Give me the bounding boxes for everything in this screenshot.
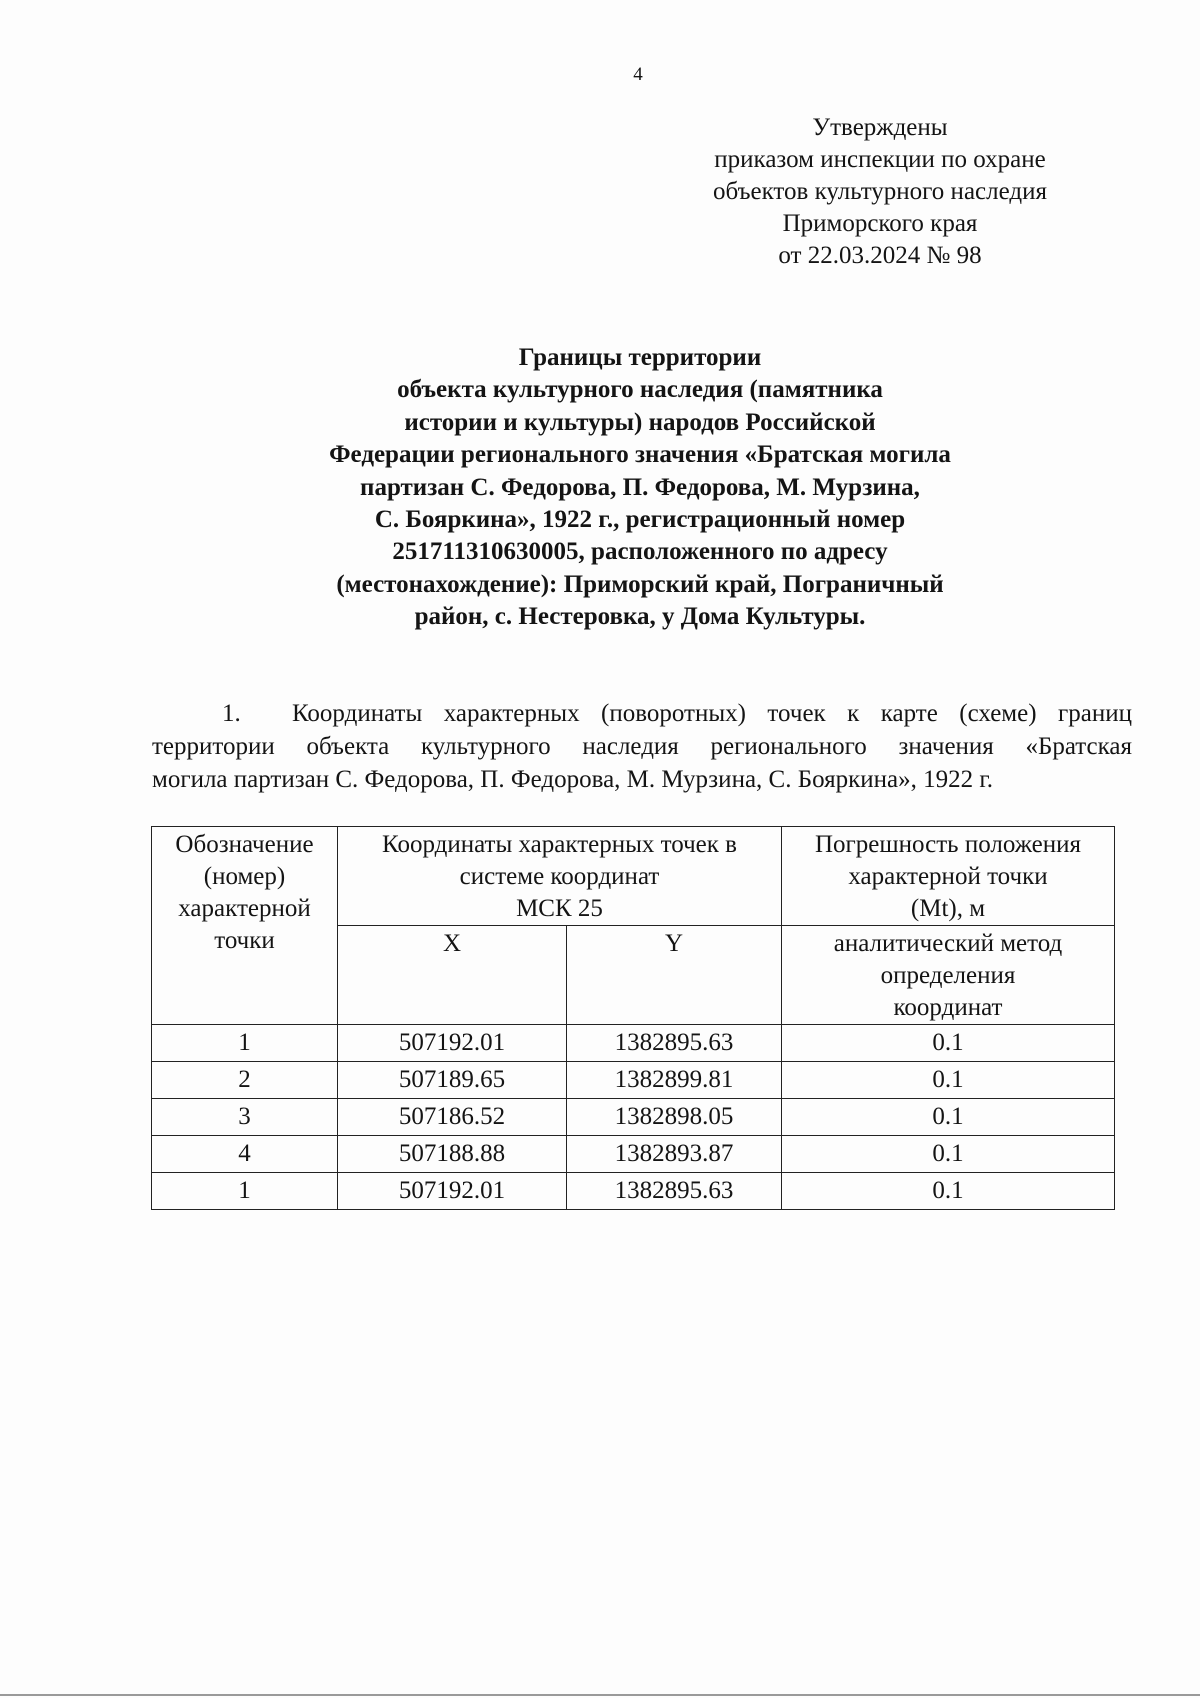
header-x-cell: X (338, 926, 567, 1025)
table-row (152, 1173, 1115, 1210)
title-line: С. Бояркина», 1922 г., регистрационный номер (374, 506, 906, 534)
paragraph-text: Координаты характерных (поворотных) точек к карте (схеме) границ (292, 700, 1132, 727)
x-cell: 507188.88 (338, 1136, 567, 1173)
scan-bottom-edge (0, 1694, 1200, 1696)
page-number: 4 (633, 64, 643, 85)
point-cell: 1 (152, 1173, 338, 1210)
mt-cell: 0.1 (782, 1099, 1115, 1136)
approval-line: приказом инспекции по охране (714, 146, 1046, 173)
y-cell: 1382899.81 (567, 1062, 782, 1099)
paragraph-number: 1. (222, 700, 241, 727)
point-cell: 2 (152, 1062, 338, 1099)
mt-cell: 0.1 (782, 1062, 1115, 1099)
x-cell: 507186.52 (338, 1099, 567, 1136)
title-line: объекта культурного наследия (памятника (397, 376, 883, 404)
mt-cell: 0.1 (782, 1173, 1115, 1210)
x-cell: 507189.65 (338, 1062, 567, 1099)
y-cell: 1382895.63 (567, 1173, 782, 1210)
table-header-row (152, 827, 1115, 926)
point-cell: 1 (152, 1025, 338, 1062)
x-cell: 507192.01 (338, 1025, 567, 1062)
point-cell: 3 (152, 1099, 338, 1136)
header-coords-cell (338, 827, 782, 926)
header-error-cell (782, 827, 1115, 926)
paragraph-1 (152, 697, 1132, 796)
title-line: (местонахождение): Приморский край, Пограничный (336, 570, 944, 598)
approval-line: Утверждены (812, 114, 948, 141)
coordinates-table (151, 826, 1115, 1210)
mt-cell: 0.1 (782, 1025, 1115, 1062)
header-text: координат (893, 994, 1003, 1021)
header-y-cell: Y (567, 926, 782, 1025)
header-text: характерной точки (848, 863, 1048, 890)
header-method-cell (782, 926, 1115, 1025)
header-text: определения (880, 962, 1016, 989)
header-point-cell (152, 827, 338, 1025)
header-text: аналитический метод (833, 930, 1063, 957)
title-line: район, с. Нестеровка, у Дома Культуры. (414, 603, 866, 631)
table-row (152, 1136, 1115, 1173)
title-line: Федерации регионального значения «Братская могила (329, 441, 951, 469)
point-cell: 4 (152, 1136, 338, 1173)
header-text: (Mt), м (910, 895, 986, 922)
title-line: партизан С. Федорова, П. Федорова, М. Мурзина, (360, 473, 920, 501)
document-title (200, 342, 1080, 634)
paragraph-line-1 (152, 697, 1132, 730)
header-text: (номер) (203, 863, 286, 890)
approval-line: объектов культурного наследия (713, 178, 1047, 205)
paragraph-line-2: территории объекта культурного наследия регионального значения «Братская (152, 733, 1132, 760)
x-cell: 507192.01 (338, 1173, 567, 1210)
table-row (152, 1062, 1115, 1099)
header-text: Координаты характерных точек в (382, 831, 737, 858)
y-cell: 1382895.63 (567, 1025, 782, 1062)
title-line: Границы территории (518, 344, 762, 371)
header-text: системе координат (459, 863, 660, 890)
table-row (152, 1099, 1115, 1136)
header-text: точки (214, 927, 275, 954)
approval-line: Приморского края (782, 210, 978, 237)
header-text: Обозначение (175, 831, 314, 858)
paragraph-line-3: могила партизан С. Федорова, П. Федорова, М. Мурзина, С. Бояркина», 1922 г. (152, 766, 994, 793)
header-text: МСК 25 (516, 895, 603, 922)
approval-block (660, 112, 1100, 272)
table-row (152, 1025, 1115, 1062)
title-line: истории и культуры) народов Российской (404, 408, 876, 436)
header-text: Погрешность положения (814, 831, 1082, 858)
mt-cell: 0.1 (782, 1136, 1115, 1173)
header-text: характерной (178, 895, 311, 922)
y-cell: 1382898.05 (567, 1099, 782, 1136)
title-line: 251711310630005, расположенного по адресу (392, 538, 888, 566)
approval-line: от 22.03.2024 № 98 (778, 242, 982, 269)
y-cell: 1382893.87 (567, 1136, 782, 1173)
